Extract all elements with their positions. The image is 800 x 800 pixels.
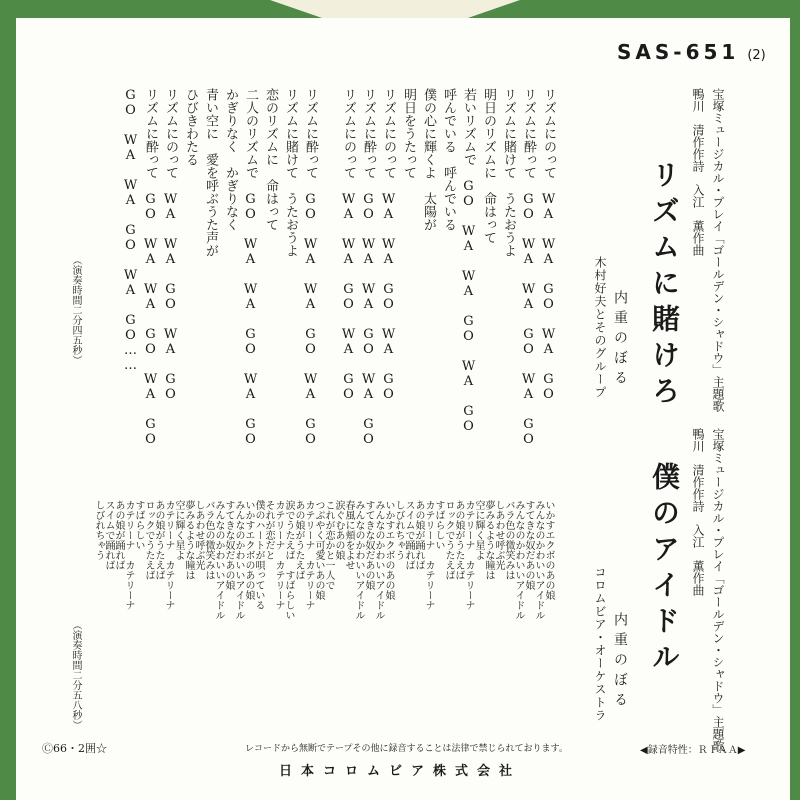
lyric-line: スイムで踊れば xyxy=(103,500,114,570)
lyric-line: リズムにのって WA WA GO WA GO xyxy=(341,88,356,402)
lyric-line: 夢みるような瞳は xyxy=(183,500,194,580)
song2-singer: 内重のぼる xyxy=(612,612,628,712)
song1-credits xyxy=(688,88,728,412)
lyric-line: 僕のハートが唄っている xyxy=(253,500,264,610)
lyric-line: リズムにのって WA WA GO WA GO xyxy=(381,88,396,402)
lyric-line: 空に輝く星よ xyxy=(473,500,484,560)
song2-lyrics xyxy=(93,500,553,620)
song2-accompaniment: コロムビア・オーケストラ xyxy=(593,566,607,722)
lyric-line: リズムに賭けて うたおうよ xyxy=(283,88,298,257)
lyric-line: すてきな奴だあの娘 xyxy=(363,500,374,590)
lyric-line: 明日のリズムに 命はって xyxy=(481,88,496,244)
song1-lyrics xyxy=(120,88,558,447)
lyric-line: バラ色の微笑みは xyxy=(203,500,214,580)
lyric-line: 夢みるような瞳は xyxy=(483,500,494,580)
song2-credit-source: 宝塚ミュージカル・プレイ「ゴールデン・シャドウ」主題歌 xyxy=(711,428,725,752)
song2-title: 僕のアイドル xyxy=(648,462,681,678)
lyric-line: ロックでうたえば xyxy=(143,500,154,580)
lyric-line: ひびきわたる xyxy=(183,88,198,166)
catalog-number xyxy=(617,40,766,64)
lyric-line: 青い空に 愛を呼ぶうた声が xyxy=(203,88,218,257)
sleeve-notch xyxy=(270,0,520,19)
lyric-line: いかすエクボのあの娘 xyxy=(243,500,254,600)
song2-duration: （演奏時間二分五八秒） xyxy=(70,620,81,730)
lyric-line: あの娘がうたえば xyxy=(153,500,164,580)
lyric-line: すばらしい xyxy=(433,500,444,550)
lyric-line: あの娘がうたえば xyxy=(293,500,304,580)
lyric-line: みんなのかわいいアイドル xyxy=(373,500,384,620)
lyric-line: いかすエクボのあの娘 xyxy=(383,500,394,600)
copyright-mark: Ⓒ66・2囲☆ xyxy=(42,742,107,755)
lyric-line: リズムに酔って GO WA WA GO WA GO xyxy=(303,88,318,447)
lyric-line: 僕の心に輝くよ 太陽が xyxy=(421,88,436,231)
lyric-line: リズムに酔って GO WA WA GO WA GO xyxy=(361,88,376,447)
lyric-line: あの娘が踊れば xyxy=(413,500,424,570)
lyric-line: リズムにのって WA WA GO WA GO xyxy=(163,88,178,402)
lyric-line: カテリーナ カテリーナ xyxy=(163,500,174,610)
lyric-line: リズムに酔って GO WA WA GO WA GO xyxy=(143,88,158,447)
lyric-line: かぎりなく かぎりなく xyxy=(223,88,238,231)
lyric-line: いかすエクボのあの娘 xyxy=(543,500,554,600)
lyric-line: 春風に頬をよせ xyxy=(343,500,354,570)
song2-credits xyxy=(688,428,728,752)
lyric-line: 涙ぐむあの娘 xyxy=(333,500,344,560)
lyric-line: しあわせ呼ぶ光 xyxy=(193,500,204,570)
lyric-line: 呼んでいる 呼んでいる xyxy=(441,88,456,231)
lyric-line: リズムに賭けて うたおうよ xyxy=(501,88,516,257)
lyric-line: あの娘が踊れば xyxy=(113,500,124,570)
lyric-line: みんなのかわいいアイドル xyxy=(353,500,364,620)
lyric-line: 空に輝く星よ xyxy=(173,500,184,560)
lyric-line: つぶやく可愛いあの娘 xyxy=(313,500,324,600)
lyric-line: 恋のリズムに 命はって xyxy=(263,88,278,231)
lyric-line: すてきな奴だあの娘 xyxy=(523,500,534,590)
copying-notice: レコードから無断でテープその他に録音することは法律で禁じられております。 xyxy=(245,744,568,754)
lyric-line: それが恋だと xyxy=(263,500,274,560)
lyric-line: ロックでうたえば xyxy=(443,500,454,580)
lyric-line: カテリーナ カテリーナ xyxy=(463,500,474,610)
song1-credit-authors: 鴨川 清作作詩 入江 薫作曲 xyxy=(691,88,705,256)
lyric-line: みんなのかわいいアイドル xyxy=(233,500,244,620)
song2-credit-authors: 鴨川 清作作詩 入江 薫作曲 xyxy=(691,428,705,596)
song1-title: リズムに賭けろ xyxy=(648,160,681,412)
lyric-line: すてきな奴だあの娘 xyxy=(223,500,234,590)
catalog-id: SAS-651 xyxy=(617,40,740,64)
lyric-line: カテリーナ カテリーナ xyxy=(273,500,284,610)
lyric-line: これが恋かと一人で xyxy=(323,500,334,590)
lyric-line: GO WA WA GO WA GO…… xyxy=(123,88,138,373)
lyric-line: しびれちゃう xyxy=(93,500,104,560)
song1-accompaniment: 木村好夫とそのグループ xyxy=(593,256,607,399)
lyric-line: カテリーナ カテリーナ xyxy=(303,500,314,610)
lyric-line: しあわせ呼ぶ光 xyxy=(493,500,504,570)
lyric-line: 二人のリズムで GO WA WA GO WA GO xyxy=(243,88,258,447)
song1-singer: 内重のぼる xyxy=(612,290,628,390)
lyric-line: 涙でうたえば すばらしい xyxy=(283,500,294,620)
lyric-line: しびれちゃう xyxy=(393,500,404,560)
lyric-line: みんなのかわいいアイドル xyxy=(213,500,224,620)
lyric-line: すばらしい xyxy=(133,500,144,550)
lyric-line: あの娘がうたえば xyxy=(453,500,464,580)
lyric-line: リズムにのって WA WA GO WA GO xyxy=(541,88,556,402)
lyric-line: カテリーナ カテリーナ xyxy=(423,500,434,610)
lyric-line: 明日をうたって xyxy=(401,88,416,179)
lyric-line: スイムで踊れば xyxy=(403,500,414,570)
song1-duration: （演奏時間二分四五秒） xyxy=(70,255,81,365)
lyric-line: 若いリズムで GO WA WA GO WA GO xyxy=(461,88,476,434)
recording-characteristic: ◀録音特性：ＲＩＡＡ▶ xyxy=(640,745,746,756)
lyric-line: みんなのかわいいアイドル xyxy=(513,500,524,620)
lyric-line: カテリーナ カテリーナ xyxy=(123,500,134,610)
lyric-line: みんなのかわいいアイドル xyxy=(533,500,544,620)
song1-credit-source: 宝塚ミュージカル・プレイ「ゴールデン・シャドウ」主題歌 xyxy=(711,88,725,412)
lyric-line: バラ色の微笑みは xyxy=(503,500,514,580)
lyric-line: リズムに酔って GO WA WA GO WA GO xyxy=(521,88,536,447)
side-number: (2) xyxy=(747,48,766,63)
company-name: 日本コロムビア株式会社 xyxy=(278,764,521,779)
